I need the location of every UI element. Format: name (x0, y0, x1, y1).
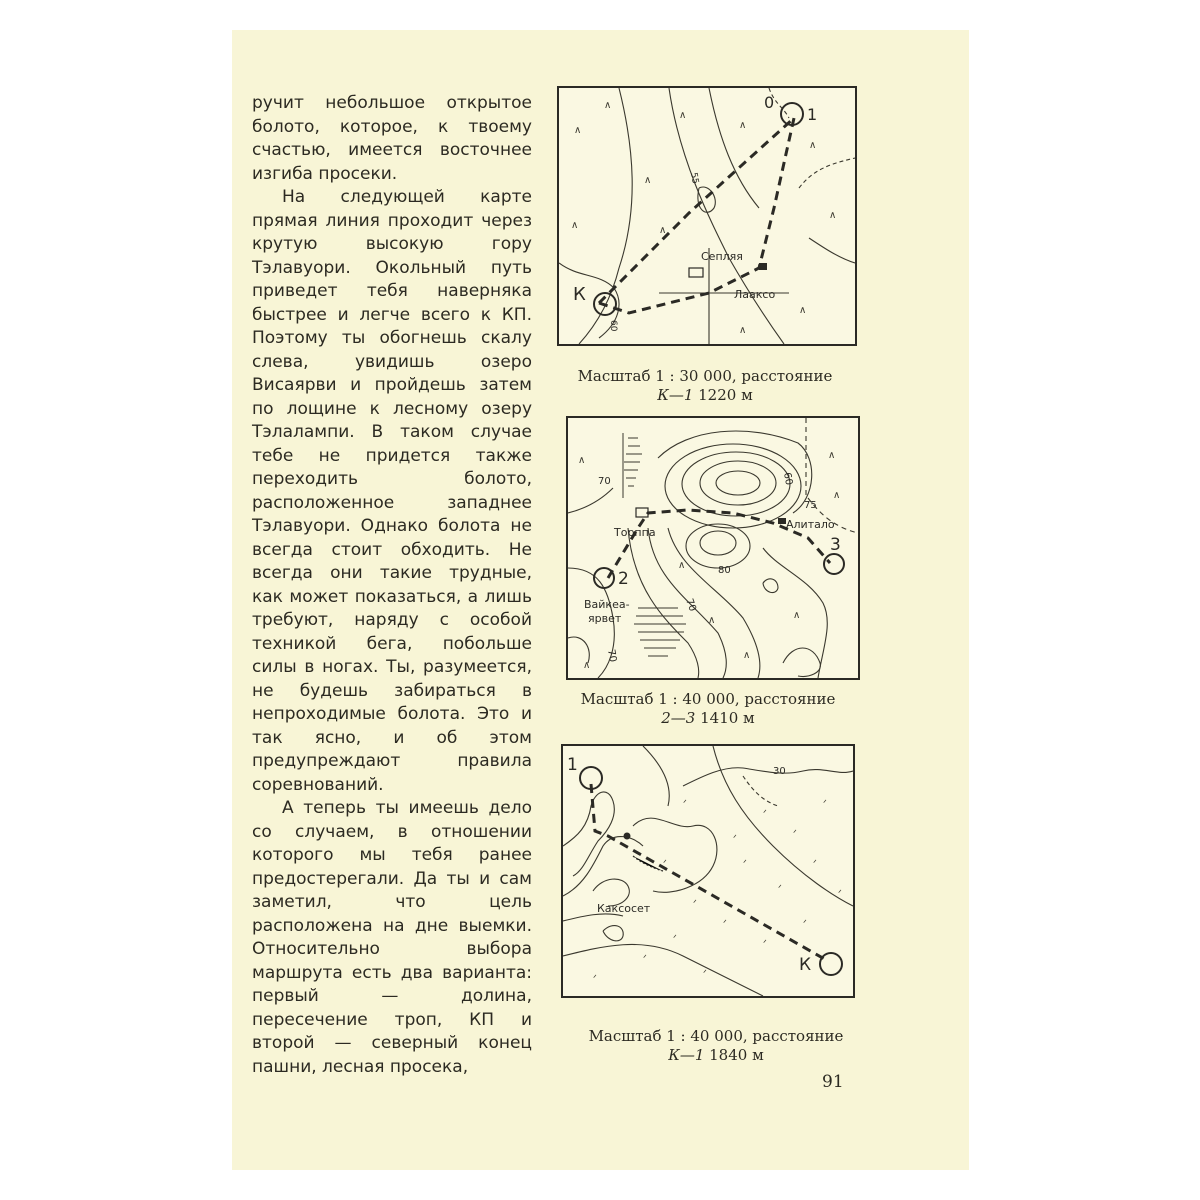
map-1-caption (557, 367, 853, 405)
map1-place-label-1: Сепляя (701, 250, 743, 263)
map2-contour-70c: 70 (605, 648, 619, 664)
paragraph-2: На следующей карте прямая линия проходит через крутую высокую гору Тэлавуори. Окольный путь приведет тебя наверняка быстрее и легче всего к КП. Поэтому ты обогнешь скалу слева, увидишь озеро Висаярви и пройдешь затем по лощине к лесному озеру Тэлалампи. В таком случае тебе не придется также переходить болото, расположенное западнее Тэлавуори. Однако болота не всегда стоит обходить. Не всегда они такие трудные, как может показаться, а лишь требуют, наряду с особой техникой бега, побольше силы в ногах. Ты, разумеется, не будешь забираться в непроходимые болота. Это и так ясно, и об этом предупреждают правила соревнований. (252, 187, 532, 795)
svg-text:ᐟ: ᐟ (663, 859, 667, 869)
svg-text:∧: ∧ (644, 175, 652, 186)
map-1-caption-distance: 1220 м (693, 386, 753, 404)
svg-text:∧: ∧ (583, 660, 591, 671)
svg-text:ᐟ: ᐟ (823, 799, 827, 809)
svg-text:∧: ∧ (828, 450, 836, 461)
map-3-caption (566, 1027, 866, 1065)
map2-contour-70b: 70 (683, 597, 698, 613)
map-2-caption-leg: 2—3 (661, 709, 696, 727)
map1-contour-label-a: 55 (688, 171, 700, 185)
svg-text:∧: ∧ (743, 650, 751, 661)
svg-text:ᐟ: ᐟ (793, 829, 797, 839)
svg-text:ᐟ: ᐟ (723, 919, 727, 929)
svg-text:ᐟ: ᐟ (763, 809, 767, 819)
svg-text:ᐟ: ᐟ (733, 834, 737, 844)
svg-text:∧: ∧ (829, 210, 837, 221)
svg-text:ᐟ: ᐟ (643, 954, 647, 964)
svg-text:∧: ∧ (739, 325, 747, 336)
map1-contour-label-b: 60 (608, 320, 618, 332)
svg-text:∧: ∧ (679, 110, 687, 121)
map3-start-label: К (799, 955, 812, 975)
map-2-caption (558, 690, 858, 728)
map3-contour-30: 30 (773, 766, 786, 777)
map1-place-label-2: Лааксо (734, 288, 776, 301)
map-2-caption-line-1: Масштаб 1 : 40 000, расстояние (580, 690, 836, 708)
paragraph-3: А теперь ты имеешь дело со случаем, в отношении которого мы тебя ранее предостерегали. Да ты и сам заметил, что цель расположена на дне выемки. Относительно выбора маршрута есть два варианта: первый — долина, пересечение троп, КП и второй — северный конец пашни, лесная просека, (252, 798, 532, 1077)
map-1 (557, 86, 857, 346)
map1-start-label: К (573, 284, 586, 305)
svg-text:∧: ∧ (793, 610, 801, 621)
map-3-caption-distance: 1840 м (704, 1046, 764, 1064)
svg-text:∧: ∧ (708, 615, 716, 626)
svg-text:∧: ∧ (833, 490, 841, 501)
svg-text:ᐟ: ᐟ (803, 919, 807, 929)
map2-contour-70a: 70 (598, 476, 611, 487)
svg-text:ᐟ: ᐟ (763, 939, 767, 949)
svg-text:ᐟ: ᐟ (778, 884, 782, 894)
body-text-column (252, 92, 532, 1079)
map2-cp2-label: 2 (618, 569, 629, 589)
svg-text:∧: ∧ (574, 125, 582, 136)
paragraph-1: ручит небольшое открытое болото, которое, к твоему счастью, имеется восточнее изгиба просеки. (252, 93, 532, 184)
map2-cp3-label: 3 (830, 535, 841, 555)
svg-text:∧: ∧ (799, 305, 807, 316)
map-1-caption-line-1: Масштаб 1 : 30 000, расстояние (577, 367, 833, 385)
map3-cp1-label: 1 (567, 755, 578, 775)
map2-place-label-3b: ярвет (588, 612, 622, 625)
svg-text:∧: ∧ (809, 140, 817, 151)
svg-text:ᐟ: ᐟ (683, 799, 687, 809)
svg-text:ᐟ: ᐟ (743, 859, 747, 869)
svg-text:ᐟ: ᐟ (838, 889, 842, 899)
svg-text:ᐟ: ᐟ (673, 934, 677, 944)
svg-text:∧: ∧ (659, 225, 667, 236)
svg-text:ᐟ: ᐟ (703, 969, 707, 979)
map-2-caption-distance: 1410 м (695, 709, 755, 727)
svg-text:∧: ∧ (739, 120, 747, 131)
svg-text:∧: ∧ (571, 220, 579, 231)
page-number: 91 (822, 1072, 844, 1092)
map-2 (566, 416, 860, 680)
map-3-caption-line-1: Масштаб 1 : 40 000, расстояние (588, 1027, 844, 1045)
map3-place-label-1: Каксосет (597, 902, 651, 915)
map2-contour-80: 80 (718, 565, 731, 576)
map-1-caption-leg: К—1 (657, 386, 694, 404)
map-3-caption-leg: К—1 (668, 1046, 705, 1064)
map-3 (561, 744, 855, 998)
svg-text:ᐟ: ᐟ (813, 859, 817, 869)
svg-text:∧: ∧ (578, 455, 586, 466)
svg-text:∧: ∧ (678, 560, 686, 571)
map2-contour-60: 60 (781, 471, 795, 487)
map2-contour-75: 75 (804, 500, 817, 511)
map2-place-label-3a: Вайкеа- (584, 598, 630, 611)
map1-cp0-label: 0 (764, 93, 775, 112)
svg-text:ᐟ: ᐟ (693, 899, 697, 909)
map1-cp1-label: 1 (807, 105, 818, 124)
svg-text:∧: ∧ (604, 100, 612, 111)
svg-text:ᐟ: ᐟ (593, 974, 597, 984)
map2-place-label-1: Торппа (614, 526, 656, 539)
map2-place-label-2: Алитало (786, 518, 835, 531)
